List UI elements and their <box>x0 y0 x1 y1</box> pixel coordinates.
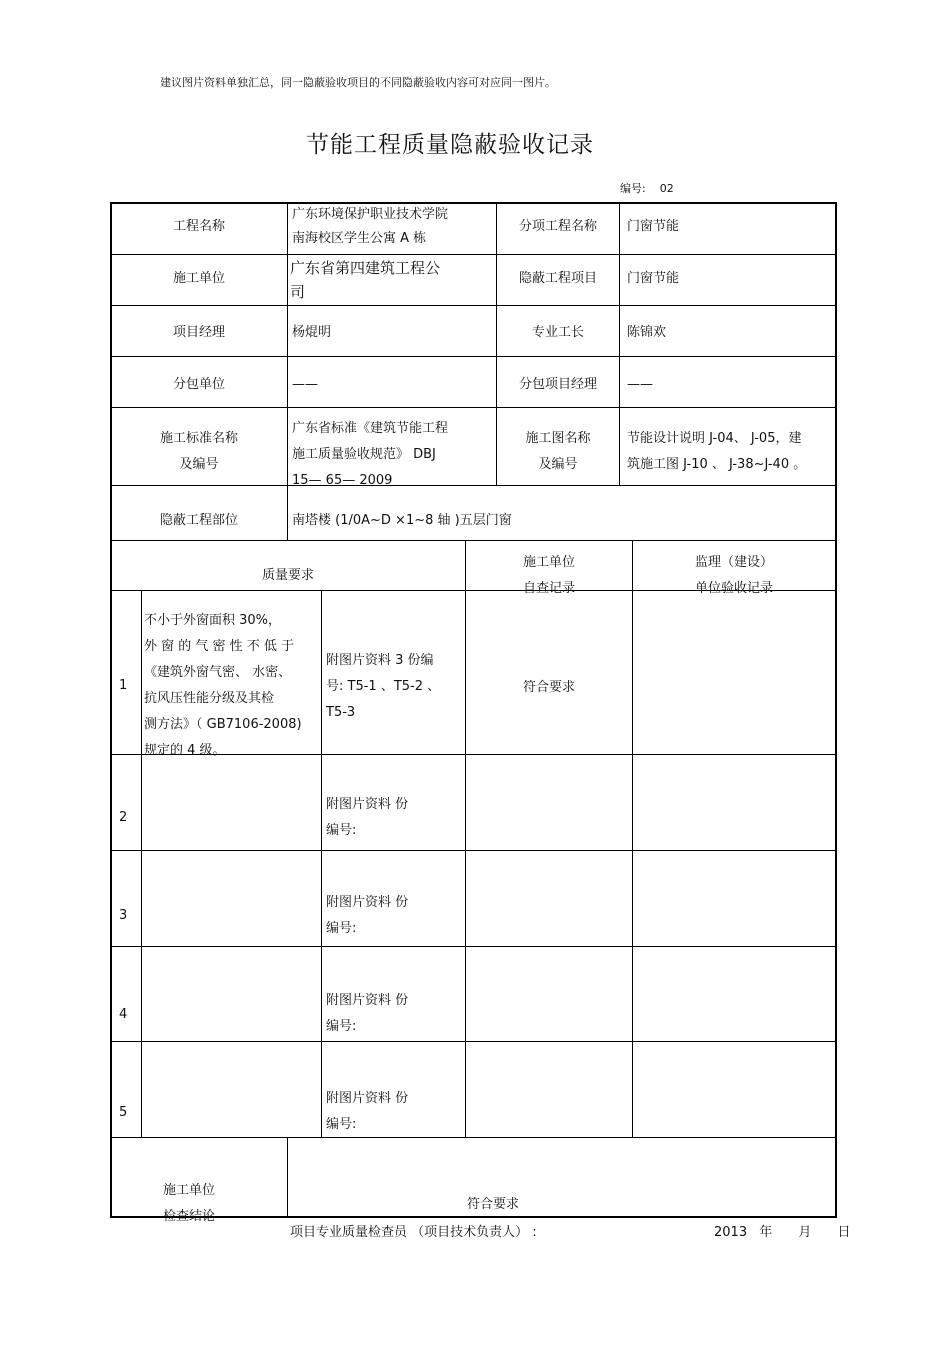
drawing-label-line-2: 及编号 <box>538 457 578 472</box>
conclusion-label <box>163 1178 263 1230</box>
drawing-label-line-1: 施工图名称 <box>525 431 591 446</box>
sub-pm-label: 分包项目经理 <box>518 377 597 392</box>
attachment-line-3: T5-3 <box>326 705 356 720</box>
row-number: 1 <box>119 678 128 693</box>
hidden-item-label: 隐蔽工程项目 <box>518 271 597 286</box>
self-check-header-line-1: 施工单位 <box>522 555 575 570</box>
sign-date <box>714 1221 851 1240</box>
supervision-header-line-1: 监理（建设） <box>694 555 773 570</box>
row-requirement: 不小于外窗面积 30%， 外 窗 的 气 密 性 不 低 于 《建筑外窗气密、 水密、 抗风压性能分级及其检 测方法》（ GB7106-2008) 规定的 4 级。 <box>144 613 302 758</box>
contractor-value: 广东省第四建筑工程公 司 <box>290 259 441 301</box>
attachment-line-1: 附图片资料 3 份编 <box>326 653 434 668</box>
conclusion-value: 符合要求 <box>466 1197 519 1212</box>
row-number: 3 <box>119 908 128 923</box>
instruction-note: 建议图片资料单独汇总，同一隐蔽验收项目的不同隐蔽验收内容可对应同一图片。 <box>160 76 556 89</box>
document-number <box>620 180 674 196</box>
drawing-value: 节能设计说明 J-04、 J-05，建 筑施工图 J-10 、 J-38~J-40 。 <box>627 431 807 472</box>
sub-project-value: 门窗节能 <box>627 219 680 234</box>
row-self-check: 符合要求 <box>522 680 575 695</box>
sub-pm-value: —— <box>627 377 653 392</box>
row-attachment <box>326 988 466 1040</box>
location-value: 南塔楼 (1/0A~D ×1~8 轴 )五层门窗 <box>292 513 512 528</box>
supervision-header-line-2: 单位验收记录 <box>694 581 773 596</box>
day-unit: 日 <box>837 1225 851 1240</box>
supervision-header <box>633 550 835 602</box>
row-attachment <box>326 648 466 726</box>
quality-requirement-header: 质量要求 <box>261 568 314 583</box>
attachment-line-2: 编号: <box>326 921 357 936</box>
attachment-line-2: 编号: <box>326 1019 357 1034</box>
self-check-header-line-2: 自查记录 <box>522 581 575 596</box>
attachment-line-2: 编号: <box>326 823 357 838</box>
standard-label <box>111 426 287 478</box>
subcontractor-label: 分包单位 <box>172 377 225 392</box>
row-number: 4 <box>119 1007 128 1022</box>
standard-label-line-2: 及编号 <box>179 457 219 472</box>
inspector-signature-label: 项目专业质量检查员 （项目技术负责人） : <box>290 1225 537 1240</box>
location-label: 隐蔽工程部位 <box>159 513 238 528</box>
row-attachment <box>326 890 466 942</box>
standard-label-line-1: 施工标准名称 <box>159 431 238 446</box>
project-manager-value: 杨焜明 <box>292 325 332 340</box>
standard-value: 广东省标准《建筑节能工程 施工质量验收规范》 DBJ 15— 65— 2009 <box>292 421 449 488</box>
attachment-line-1: 附图片资料 份 <box>326 993 409 1008</box>
row-number: 5 <box>119 1105 128 1120</box>
attachment-line-1: 附图片资料 份 <box>326 1091 409 1106</box>
sub-project-label: 分项工程名称 <box>518 219 597 234</box>
hidden-item-value: 门窗节能 <box>627 271 680 286</box>
page-title: 节能工程质量隐蔽验收记录 <box>306 132 594 158</box>
attachment-line-1: 附图片资料 份 <box>326 797 409 812</box>
conclusion-label-line-2: 检查结论 <box>163 1209 216 1224</box>
document-number-value: 02 <box>659 182 674 195</box>
drawing-label <box>497 426 619 478</box>
attachment-line-1: 附图片资料 份 <box>326 895 409 910</box>
foreman-value: 陈锦欢 <box>627 325 667 340</box>
row-attachment <box>326 1086 466 1138</box>
project-manager-label: 项目经理 <box>172 325 225 340</box>
self-check-header <box>466 550 632 602</box>
conclusion-label-line-1: 施工单位 <box>163 1183 216 1198</box>
contractor-label: 施工单位 <box>172 271 225 286</box>
month-unit: 月 <box>798 1225 812 1240</box>
row-attachment <box>326 792 466 844</box>
attachment-line-2: 编号: <box>326 1117 357 1132</box>
document-number-label: 编号: <box>620 182 646 195</box>
sign-year: 2013 <box>714 1225 748 1240</box>
foreman-label: 专业工长 <box>531 325 584 340</box>
attachment-line-2: 号: T5-1 、T5-2 、 <box>326 679 441 694</box>
subcontractor-value: —— <box>292 377 318 392</box>
project-name-value: 广东环境保护职业技术学院 南海校区学生公寓 A 栋 <box>292 207 449 246</box>
project-name-label: 工程名称 <box>172 219 225 234</box>
year-unit: 年 <box>759 1225 773 1240</box>
row-number: 2 <box>119 810 128 825</box>
